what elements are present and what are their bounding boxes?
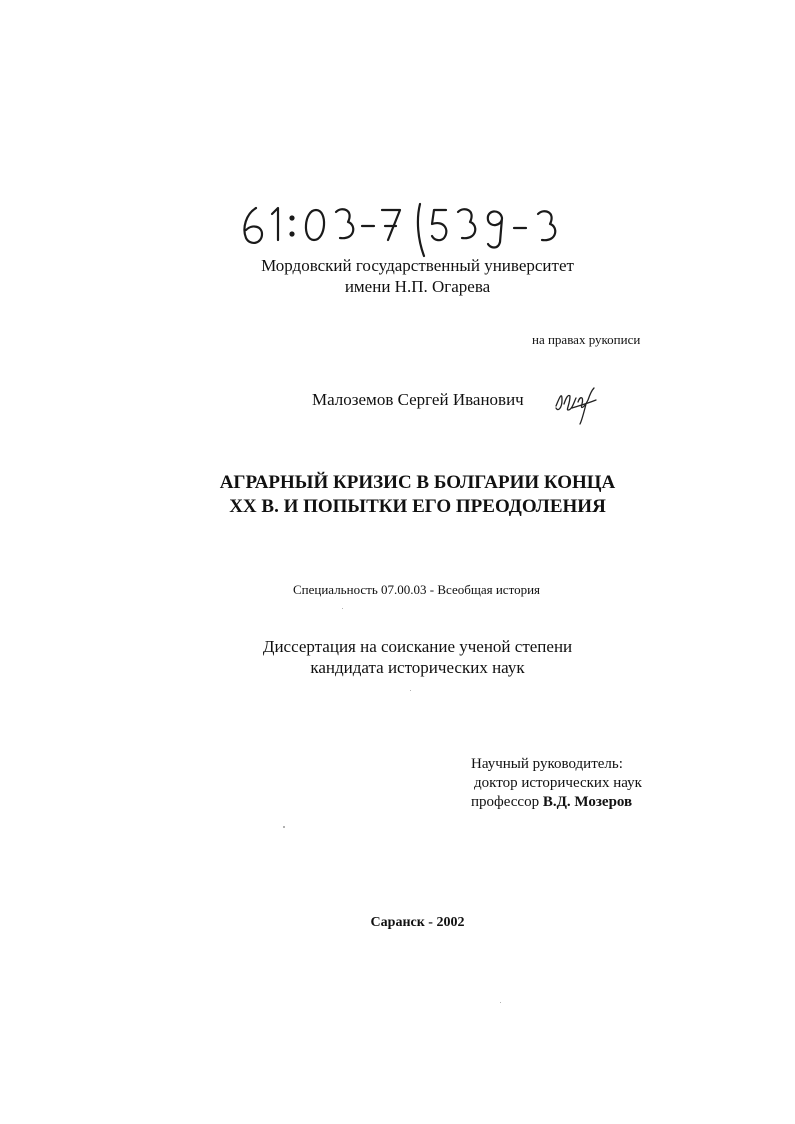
- supervisor-degree: доктор исторических наук: [474, 775, 642, 791]
- author-name: Малоземов Сергей Иванович: [312, 390, 524, 409]
- supervisor-rank-line: [471, 793, 642, 812]
- supervisor-rank: профессор: [471, 794, 540, 810]
- scientific-supervisor: [471, 755, 642, 812]
- scan-speck: [283, 826, 285, 828]
- manuscript-note: на правах рукописи: [532, 332, 641, 347]
- city-year: Саранск - 2002: [370, 915, 465, 930]
- supervisor-label: Научный руководитель:: [471, 756, 623, 772]
- supervisor-name: В.Д. Мозеров: [542, 794, 633, 810]
- handwritten-archive-code: [238, 196, 568, 260]
- specialty: Специальность 07.00.03 - Всеобщая история: [293, 582, 541, 597]
- university-line-2: имени Н.П. Огарева: [344, 277, 491, 296]
- scan-speck: [342, 608, 343, 609]
- scan-speck: [500, 1002, 501, 1003]
- university-line-1: Мордовский государственный университет: [261, 256, 574, 275]
- author-signature: [552, 382, 598, 426]
- university-name: [0, 255, 795, 297]
- scan-speck: [410, 690, 411, 691]
- title-line-2: ХХ В. И ПОПЫТКИ ЕГО ПРЕОДОЛЕНИЯ: [229, 496, 606, 517]
- title-line-1: АГРАРНЫЙ КРИЗИС В БОЛГАРИИ КОНЦА: [219, 472, 616, 493]
- dissertation-title: [0, 471, 795, 519]
- dissertation-degree: [0, 636, 795, 678]
- dissertation-line-1: Диссертация на соискание ученой степени: [262, 637, 573, 656]
- dissertation-line-2: кандидата исторических наук: [310, 658, 525, 677]
